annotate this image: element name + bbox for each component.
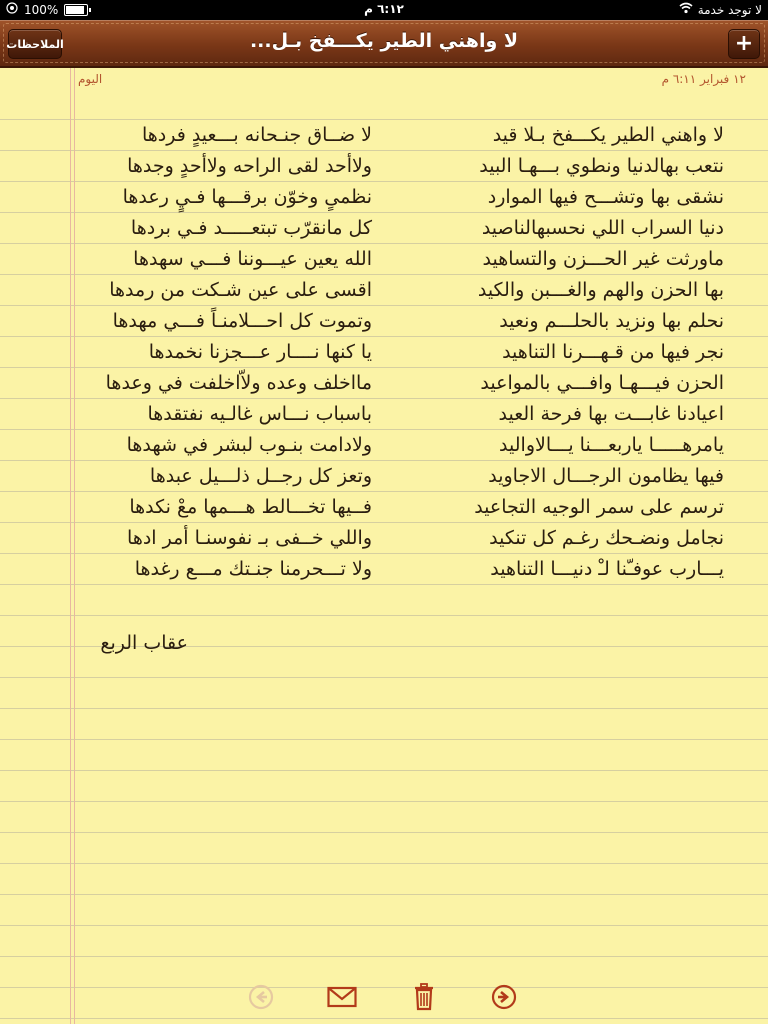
status-bar: [0, 0, 768, 20]
poem-body: [0, 120, 768, 585]
poem-line: [0, 554, 768, 585]
poem-line: [0, 120, 768, 151]
poem-line-first-hemistich: نجامل ونضـحك رغـم كل تنكيد: [489, 527, 724, 549]
bottom-toolbar: [0, 976, 768, 1016]
poem-line: [0, 430, 768, 461]
poem-line-second-hemistich: لا ضــاق جنـحانه بـــعيدٍ فردها: [141, 124, 372, 146]
poem-line-second-hemistich: ولاأحد لقى الراحه ولاأحدٍ وجدها: [127, 155, 372, 177]
poem-line-first-hemistich: دنيا السراب اللي نحسبهالناصيد: [481, 217, 724, 239]
poem-line-second-hemistich: واللي خــفى بـ نفوسنـا أمر ادها: [127, 527, 372, 549]
poem-line: [0, 213, 768, 244]
poem-line: [0, 368, 768, 399]
poem-line-second-hemistich: ولادامت بنـوب لبشر في شهدها: [126, 434, 372, 456]
poem-line: [0, 399, 768, 430]
poem-line-second-hemistich: ولا تـــحرمنا جنـتك مـــع رغدها: [134, 558, 372, 580]
poem-line-first-hemistich: بها الحزن والهم والغـــبن والكيد: [477, 279, 724, 301]
poem-line-first-hemistich: ترسم على سمر الوجيه التجاعيد: [474, 496, 724, 518]
poem-line: [0, 151, 768, 182]
poem-line-first-hemistich: نتعب بهالدنيا ونطوي بـــهـا البيد: [479, 155, 724, 177]
poem-line-second-hemistich: مااخلف وعده ولاّاخلفت في وعدها: [105, 372, 372, 394]
poem-line-second-hemistich: اقسى على عين شـكت من رمدها: [109, 279, 372, 301]
trash-icon[interactable]: [409, 982, 439, 1012]
poem-line: [0, 492, 768, 523]
poem-line-first-hemistich: نشقى بها وتشـــح فيها الموارد: [487, 186, 724, 208]
poem-line-first-hemistich: يـــارب عوفـّنا لـْ دنيـــا التناهيد: [490, 558, 724, 580]
poem-line-first-hemistich: نحلم بها ونزيد بالحلـــم ونعيد: [499, 310, 724, 332]
poem-line-first-hemistich: نجر فيها من قـهـــرنا التناهيد: [502, 341, 724, 363]
note-date: ١٢ فبراير ٦:١١ م: [661, 72, 746, 86]
poem-line-first-hemistich: اعيادنا غابـــت بها فرحة العيد: [498, 403, 724, 425]
poem-line: [0, 275, 768, 306]
carrier-label: لا توجد خدمة: [697, 2, 762, 17]
notes-list-button[interactable]: الملاحظات: [8, 29, 62, 59]
poem-line-second-hemistich: نظمىٍ وخوّن برقـــها فـيٍ رعدها: [122, 186, 372, 208]
status-time: ٦:١٢ م: [364, 2, 404, 16]
envelope-icon[interactable]: [327, 982, 357, 1012]
poem-line-first-hemistich: ماورثت غير الحـــزن والتساهيد: [482, 248, 724, 270]
poem-line-first-hemistich: فيها يظامون الرجـــال الاجاويد: [488, 465, 724, 487]
wifi-icon: [679, 2, 693, 17]
status-right: [679, 2, 762, 17]
poem-line-first-hemistich: يامرهـــــا ياربعـــنا يـــالاواليد: [499, 434, 724, 456]
poem-line-first-hemistich: الحزن فيـــهـا وافـــي بالمواعيد: [480, 372, 724, 394]
poem-line-second-hemistich: وتعز كل رجــل ذلـــيل عبدها: [149, 465, 372, 487]
left-arrow-circle-icon[interactable]: [246, 982, 276, 1012]
poem-line-second-hemistich: باسباب نـــاس غالـيه نفتقدها: [147, 403, 372, 425]
poem-line: [0, 244, 768, 275]
poem-line-second-hemistich: وتموت كل احـــلامنـاً فـــي مهدها: [112, 310, 372, 332]
poem-line-second-hemistich: فــيها تخـــالط هـــمها معْ نكدها: [129, 496, 372, 518]
note-paper[interactable]: [0, 68, 768, 1024]
poem-signature: عقاب الربع: [100, 632, 188, 654]
today-label: اليوم: [78, 72, 103, 86]
battery-percent: 100%: [24, 2, 59, 17]
poem-line: [0, 523, 768, 554]
note-title: لا واهني الطير يكـــفخ بـل...: [249, 30, 519, 52]
poem-line: [0, 182, 768, 213]
poem-line-second-hemistich: كل مانقرّب تبتعـــــد فـي بردها: [130, 217, 372, 239]
notes-toolbar: [0, 20, 768, 68]
poem-line-second-hemistich: الله يعين عيـــوننا فـــي سهدها: [133, 248, 372, 270]
poem-line: [0, 337, 768, 368]
right-arrow-circle-icon[interactable]: [489, 982, 519, 1012]
poem-line: [0, 306, 768, 337]
poem-line-first-hemistich: لا واهني الطير يكـــفخ بـلا قيد: [492, 124, 724, 146]
add-note-button[interactable]: +: [728, 29, 760, 59]
poem-line-second-hemistich: يا كنها نــــار عـــجزنا نخمدها: [148, 341, 372, 363]
poem-line: [0, 461, 768, 492]
